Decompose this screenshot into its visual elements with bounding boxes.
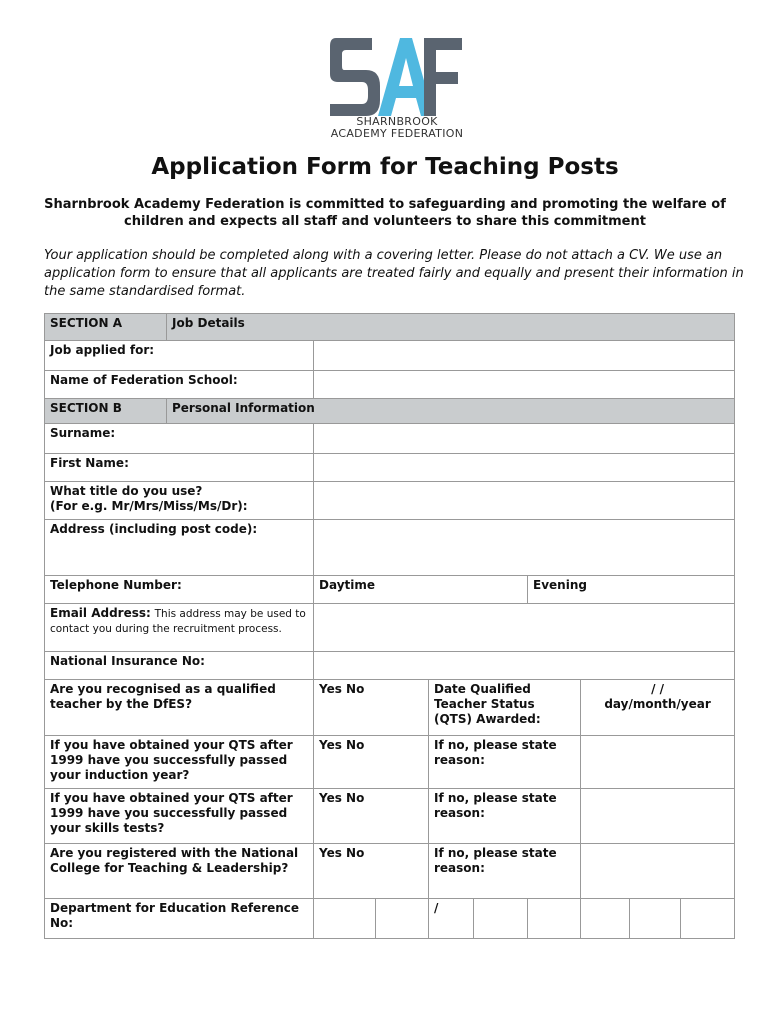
ncsl-question: Are you registered with the National College for Teaching & Leadership? bbox=[45, 844, 314, 899]
dfe-ref-box-4[interactable] bbox=[528, 899, 581, 939]
title-field[interactable] bbox=[314, 482, 735, 520]
telephone-label: Telephone Number: bbox=[45, 576, 314, 604]
logo-letter-f bbox=[424, 38, 462, 116]
skills-yes-no[interactable]: Yes No bbox=[314, 789, 429, 844]
surname-label: Surname: bbox=[45, 424, 314, 454]
ni-label: National Insurance No: bbox=[45, 652, 314, 680]
commitment-statement: Sharnbrook Academy Federation is committed to safeguarding and promoting the welfare of children and expects all staff and volunteers to share this commitment bbox=[44, 197, 726, 229]
email-row bbox=[45, 604, 735, 652]
date-qualified-label: Date Qualified Teacher Status (QTS) Awarded: bbox=[429, 680, 581, 736]
section-b-title: Personal Information bbox=[167, 399, 735, 424]
ncsl-reason-field[interactable] bbox=[581, 844, 735, 899]
induction-row bbox=[45, 736, 735, 789]
federation-school-label: Name of Federation School: bbox=[45, 371, 314, 399]
page-title: Application Form for Teaching Posts bbox=[151, 154, 619, 180]
section-a-code: SECTION A bbox=[45, 314, 167, 341]
qualified-question: Are you recognised as a qualified teacher by the DfES? bbox=[45, 680, 314, 736]
date-qualified-field[interactable] bbox=[581, 680, 735, 736]
dfe-ref-box-5[interactable] bbox=[581, 899, 630, 939]
telephone-row bbox=[45, 576, 735, 604]
ni-row bbox=[45, 652, 735, 680]
dfe-ref-label: Department for Education Reference No: bbox=[45, 899, 314, 939]
email-label: Email Address: bbox=[50, 606, 151, 620]
surname-row bbox=[45, 424, 735, 454]
intro-text: Your application should be completed along with a covering letter. Please do not attach a CV. We use an application form to ensure that all applicants are treated fairly and equally and present their information in the same standardised format. bbox=[44, 248, 744, 299]
address-field[interactable] bbox=[314, 520, 735, 576]
title-label-cell bbox=[45, 482, 314, 520]
email-label-cell bbox=[45, 604, 314, 652]
job-applied-row bbox=[45, 341, 735, 371]
qualified-row bbox=[45, 680, 735, 736]
application-form-table bbox=[44, 313, 735, 939]
ncsl-row bbox=[45, 844, 735, 899]
skills-row bbox=[45, 789, 735, 844]
section-b-header-row bbox=[45, 399, 735, 424]
federation-school-row bbox=[45, 371, 735, 399]
dfe-ref-box-3[interactable] bbox=[474, 899, 528, 939]
address-label: Address (including post code): bbox=[45, 520, 314, 576]
induction-yes-no[interactable]: Yes No bbox=[314, 736, 429, 789]
qualified-yes-no[interactable]: Yes No bbox=[314, 680, 429, 736]
title-label: What title do you use? bbox=[50, 484, 203, 498]
first-name-field[interactable] bbox=[314, 454, 735, 482]
job-applied-field[interactable] bbox=[314, 341, 735, 371]
section-a-header-row bbox=[45, 314, 735, 341]
skills-reason-field[interactable] bbox=[581, 789, 735, 844]
address-row bbox=[45, 520, 735, 576]
federation-school-field[interactable] bbox=[314, 371, 735, 399]
dfe-ref-separator: / bbox=[429, 899, 474, 939]
email-field[interactable] bbox=[314, 604, 735, 652]
title-hint: (For e.g. Mr/Mrs/Miss/Ms/Dr): bbox=[50, 499, 248, 513]
job-applied-label: Job applied for: bbox=[45, 341, 314, 371]
skills-question: If you have obtained your QTS after 1999 have you successfully passed your skills tests? bbox=[45, 789, 314, 844]
skills-reason-label: If no, please state reason: bbox=[429, 789, 581, 844]
date-slashes: / / bbox=[651, 682, 665, 696]
date-format-hint: day/month/year bbox=[604, 697, 711, 711]
dfe-ref-box-2[interactable] bbox=[376, 899, 429, 939]
logo-letter-s bbox=[330, 38, 380, 116]
section-b-code: SECTION B bbox=[45, 399, 167, 424]
section-a-title: Job Details bbox=[167, 314, 735, 341]
title-row bbox=[45, 482, 735, 520]
email-note: This address may be used to contact you during the recruitment process. bbox=[50, 608, 306, 635]
dfe-ref-row bbox=[45, 899, 735, 939]
ncsl-reason-label: If no, please state reason: bbox=[429, 844, 581, 899]
induction-reason-field[interactable] bbox=[581, 736, 735, 789]
ncsl-yes-no[interactable]: Yes No bbox=[314, 844, 429, 899]
dfe-ref-box-1[interactable] bbox=[314, 899, 376, 939]
ni-field[interactable] bbox=[314, 652, 735, 680]
induction-question: If you have obtained your QTS after 1999 have you successfully passed your induction year? bbox=[45, 736, 314, 789]
first-name-row bbox=[45, 454, 735, 482]
surname-field[interactable] bbox=[314, 424, 735, 454]
logo-subtitle-line2: ACADEMY FEDERATION bbox=[330, 127, 464, 140]
dfe-ref-box-7[interactable] bbox=[681, 899, 735, 939]
induction-reason-label: If no, please state reason: bbox=[429, 736, 581, 789]
evening-field[interactable]: Evening bbox=[528, 576, 735, 604]
logo-subtitle-line1: SHARNBROOK bbox=[356, 115, 438, 128]
first-name-label: First Name: bbox=[45, 454, 314, 482]
daytime-field[interactable]: Daytime bbox=[314, 576, 528, 604]
dfe-ref-box-6[interactable] bbox=[630, 899, 681, 939]
